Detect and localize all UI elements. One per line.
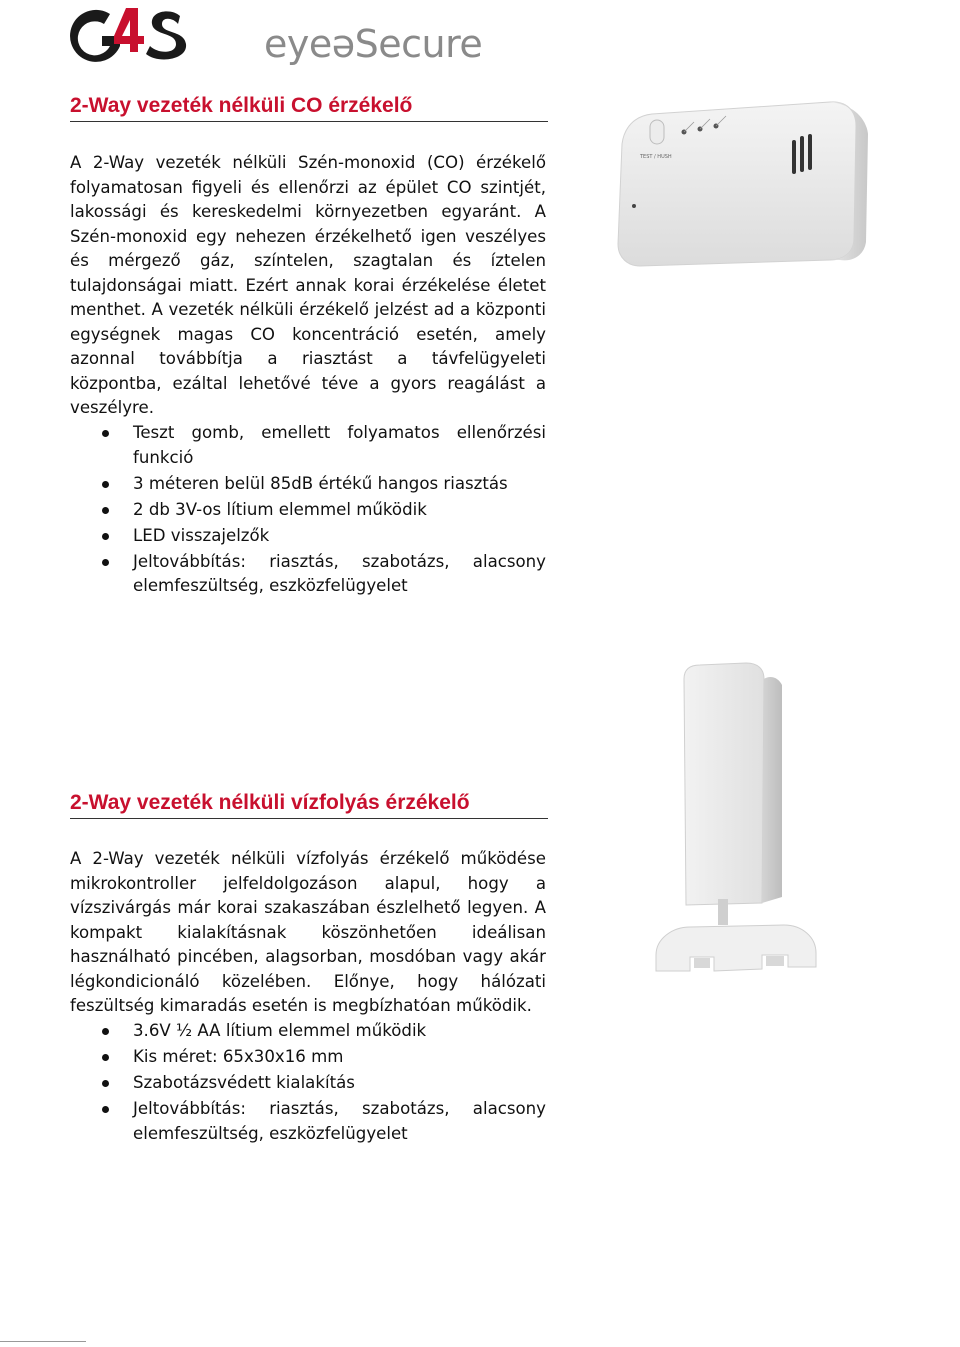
- bullet-icon: [102, 430, 109, 437]
- logo-wordmark: eyeəSecure: [264, 22, 483, 66]
- bullet-icon: [102, 1106, 109, 1113]
- bullet-icon: [102, 533, 109, 540]
- list-item: Szabotázsvédett kialakítás: [70, 1071, 546, 1096]
- bullet-icon: [102, 1080, 109, 1087]
- water-detector-image: [650, 655, 825, 985]
- g4s-logo-icon: [68, 2, 198, 76]
- list-item: Kis méret: 65x30x16 mm: [70, 1045, 546, 1070]
- co-feature-list: [70, 421, 546, 600]
- water-description: A 2-Way vezeték nélküli vízfolyás érzékelő működése mikrokontroller jelfeldolgozáson alapul, hogy a vízszivárgás már korai szakaszában észlelhető legyen. A kompakt kialakításnak köszönhetően ideálisan használható pincében, alagsorban, mosdóban vagy akár légkondicionáló közelében. Előnye, hogy hálózati feszültség kimaradás esetén is megbízhatóan működik.: [70, 849, 546, 1015]
- list-item: 3.6V ½ AA lítium elemmel működik: [70, 1019, 546, 1044]
- bullet-icon: [102, 559, 109, 566]
- footer-divider: [0, 1341, 86, 1342]
- co-detector-image: [600, 88, 900, 288]
- company-logo: [68, 2, 483, 76]
- list-item: Teszt gomb, emellett folyamatos ellenőrzési funkció: [70, 421, 546, 470]
- bullet-icon: [102, 1054, 109, 1061]
- section-heading-water: 2-Way vezeték nélküli vízfolyás érzékelő: [70, 791, 548, 819]
- list-item: Jeltovábbítás: riasztás, szabotázs, alacsony elemfeszültség, eszközfelügyelet: [70, 1097, 546, 1146]
- list-item: 2 db 3V-os lítium elemmel működik: [70, 498, 546, 523]
- bullet-icon: [102, 507, 109, 514]
- water-feature-list: [70, 1019, 546, 1148]
- list-item: LED visszajelzők: [70, 524, 546, 549]
- section-heading-co: 2-Way vezeték nélküli CO érzékelő: [70, 94, 548, 122]
- test-hush-label: TEST / HUSH: [640, 154, 672, 160]
- list-item: Jeltovábbítás: riasztás, szabotázs, alacsony elemfeszültség, eszközfelügyelet: [70, 550, 546, 599]
- co-description: A 2-Way vezeték nélküli Szén-monoxid (CO) érzékelő folyamatosan figyeli és ellenőrzi az épület CO szintjét, lakossági és kereskedelmi környezetben egyaránt. A Szén-monoxid egy nehezen érzékelhető igen veszélyes és mérgező gáz, színtelen, szagtalan és íztelen tulajdonságai miatt. Ezért annak korai érzékelése életet menthet. A vezeték nélküli érzékelő jelzést ad a központi egységnek magas CO koncentráció esetén, amely azonnal továbbítja a riasztást a távfelügyeleti központba, ezáltal lehetővé téve a gyors reagálást a veszélyre.: [70, 153, 546, 417]
- bullet-icon: [102, 1028, 109, 1035]
- list-item: 3 méteren belül 85dB értékű hangos riasztás: [70, 472, 546, 497]
- bullet-icon: [102, 481, 109, 488]
